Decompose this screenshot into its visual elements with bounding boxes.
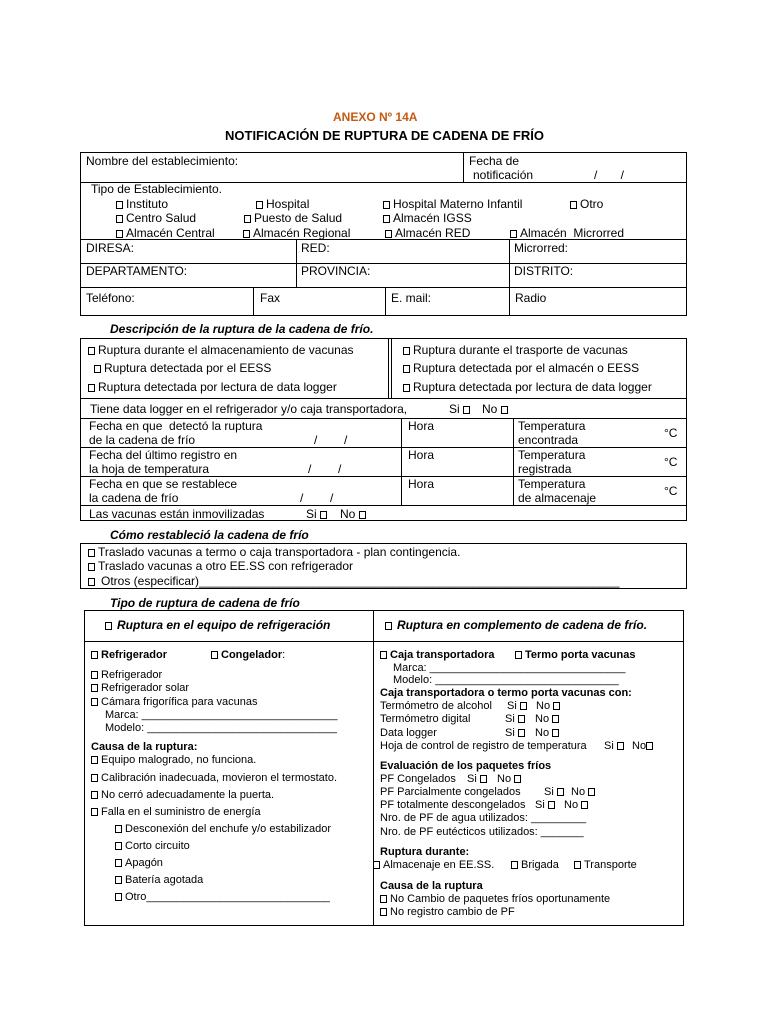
- pf-congelados-si[interactable]: Si: [467, 772, 487, 786]
- pf-descongelados-label: PF totalmente descongelados: [380, 799, 526, 811]
- email-label: E. mail:: [391, 291, 432, 305]
- instr-digital-no[interactable]: No: [535, 712, 559, 726]
- checkbox-icon[interactable]: [383, 201, 390, 209]
- desc-option-eess[interactable]: Ruptura detectada por el EESS: [94, 361, 271, 375]
- instr-alcohol-label: Termómetro de alcohol: [380, 700, 492, 712]
- type-option-hospital[interactable]: Hospital: [256, 197, 309, 211]
- checkbox-icon[interactable]: [515, 651, 522, 659]
- checkbox-icon[interactable]: [88, 347, 95, 355]
- data-logger-no[interactable]: No: [482, 402, 508, 416]
- checkbox-icon[interactable]: [211, 651, 218, 659]
- checkbox-icon[interactable]: [91, 684, 98, 692]
- causa2-no-cambio[interactable]: No Cambio de paquetes fríos oportunamente: [380, 892, 610, 906]
- checkbox-icon[interactable]: [383, 215, 390, 223]
- notification-date-label-1: Fecha de: [469, 154, 520, 168]
- termo-heading[interactable]: Termo porta vacunas: [515, 648, 635, 662]
- type-option-almacen-red[interactable]: Almacén RED: [385, 226, 470, 240]
- row2-temp-1: Temperatura: [518, 448, 586, 462]
- checkbox-icon[interactable]: [581, 801, 588, 809]
- row1-label-1: Fecha en que detectó la ruptura: [89, 419, 263, 433]
- checkbox-icon[interactable]: [403, 347, 410, 355]
- refrigerador-heading[interactable]: Refrigerador: [91, 648, 167, 662]
- type-option-otro[interactable]: Otro: [570, 197, 603, 211]
- subcause-otro[interactable]: Otro______________________________: [115, 890, 330, 904]
- desc-option-trasporte[interactable]: Ruptura durante el trasporte de vacunas: [403, 343, 628, 357]
- causa-title: Causa de la ruptura:: [91, 741, 198, 753]
- checkbox-icon[interactable]: [94, 365, 101, 373]
- instr-digital-si[interactable]: Si: [505, 712, 525, 726]
- checkbox-icon[interactable]: [552, 715, 559, 723]
- cause-energia[interactable]: Falla en el suministro de energía: [91, 805, 261, 819]
- row1-hora: Hora: [408, 419, 435, 433]
- left-modelo-field[interactable]: Modelo: _______________________________: [105, 722, 337, 734]
- durante-transporte[interactable]: Transporte: [574, 858, 637, 872]
- equip-refrigerador[interactable]: Refrigerador: [91, 668, 162, 682]
- pf-parcial-label: PF Parcialmente congelados: [380, 786, 521, 798]
- checkbox-icon[interactable]: [574, 861, 581, 869]
- row2-label-1: Fecha del último registro en: [89, 448, 238, 462]
- equip-refrigerador-solar[interactable]: Refrigerador solar: [91, 681, 189, 695]
- row1-unit: °C: [664, 426, 678, 440]
- type-option-almacen-regional[interactable]: Almacén Regional: [243, 226, 350, 240]
- subcause-desconexion[interactable]: Desconexión del enchufe y/o estabilizador: [115, 822, 331, 836]
- checkbox-icon[interactable]: [385, 230, 392, 238]
- checkbox-icon[interactable]: [552, 729, 559, 737]
- checkbox-icon[interactable]: [88, 578, 95, 586]
- nro-agua-field[interactable]: Nro. de PF de agua utilizados: _________: [380, 812, 587, 824]
- checkbox-icon[interactable]: [115, 893, 122, 901]
- row2-unit: °C: [664, 455, 678, 469]
- causa2-no-registro[interactable]: No registro cambio de PF: [380, 905, 515, 919]
- checkbox-icon[interactable]: [380, 908, 387, 916]
- row3-date-slashes: / /: [300, 491, 334, 505]
- cause-puerta[interactable]: No cerró adecuadamente la puerta.: [91, 788, 274, 802]
- checkbox-icon[interactable]: [116, 230, 123, 238]
- checkbox-icon[interactable]: [91, 671, 98, 679]
- checkbox-icon[interactable]: [518, 729, 525, 737]
- description-heading: Descripción de la ruptura de la cadena de frío.: [110, 322, 374, 336]
- pf-descongelados-no[interactable]: No: [564, 798, 588, 812]
- equip-camara[interactable]: Cámara frigorífica para vacunas: [91, 695, 258, 709]
- checkbox-icon[interactable]: [320, 511, 327, 519]
- row2-label-2: la hoja de temperatura: [89, 462, 210, 476]
- checkbox-icon[interactable]: [115, 842, 122, 850]
- checkbox-icon[interactable]: [256, 201, 263, 209]
- checkbox-icon[interactable]: [115, 876, 122, 884]
- type-option-hospital-materno[interactable]: Hospital Materno Infantil: [383, 197, 522, 211]
- restore-heading: Cómo restableció la cadena de frío: [110, 528, 309, 542]
- checkbox-icon[interactable]: [380, 651, 387, 659]
- notification-date-label-2: notificación: [473, 168, 534, 182]
- type-option-almacen-microrred[interactable]: Almacén Microrred: [510, 226, 624, 240]
- notification-date-slashes: / /: [594, 168, 625, 182]
- checkbox-icon[interactable]: [115, 825, 122, 833]
- checkbox-icon[interactable]: [385, 622, 392, 630]
- pf-parcial-si[interactable]: Si: [544, 785, 564, 799]
- right-modelo-field[interactable]: Modelo: ______________________________: [393, 674, 619, 686]
- checkbox-icon[interactable]: [88, 384, 95, 392]
- checkbox-icon[interactable]: [91, 698, 98, 706]
- checkbox-icon[interactable]: [548, 801, 555, 809]
- checkbox-icon[interactable]: [115, 859, 122, 867]
- row2-date-slashes: / /: [308, 462, 342, 476]
- checkbox-icon[interactable]: [518, 715, 525, 723]
- caja-con-title: Caja transportadora o termo porta vacunas con:: [380, 687, 632, 699]
- row2-temp-2: registrada: [518, 462, 572, 476]
- left-marca-field[interactable]: Marca: ________________________________: [105, 709, 338, 721]
- hoja-control-label: Hoja de control de registro de temperatura: [380, 740, 587, 752]
- establishment-name-label: Nombre del establecimiento:: [86, 154, 239, 168]
- checkbox-icon[interactable]: [511, 861, 518, 869]
- annex-number: ANEXO Nº 14A: [333, 110, 418, 124]
- causa2-title: Causa de la ruptura: [380, 880, 483, 892]
- durante-brigada[interactable]: Brigada: [511, 858, 559, 872]
- row3-hora: Hora: [408, 477, 435, 491]
- checkbox-icon[interactable]: [91, 756, 98, 764]
- checkbox-icon[interactable]: [480, 775, 487, 783]
- checkbox-icon[interactable]: [514, 775, 521, 783]
- instr-logger-si[interactable]: Si: [505, 726, 525, 740]
- telefono-label: Teléfono:: [86, 291, 135, 305]
- checkbox-icon[interactable]: [373, 861, 380, 869]
- establishment-type-label: Tipo de Establecimiento.: [91, 182, 222, 196]
- distrito-label: DISTRITO:: [514, 264, 574, 278]
- checkbox-icon[interactable]: [403, 365, 410, 373]
- data-logger-si[interactable]: Si: [449, 402, 470, 416]
- red-label: RED:: [301, 241, 330, 255]
- row1-label-2: de la cadena de frío: [89, 433, 196, 447]
- checkbox-icon[interactable]: [380, 895, 387, 903]
- type-option-centro-salud[interactable]: Centro Salud: [116, 211, 196, 225]
- pf-parcial-no[interactable]: No: [571, 785, 595, 799]
- hoja-control-no[interactable]: No: [632, 739, 653, 753]
- checkbox-icon[interactable]: [359, 511, 366, 519]
- congelador-heading[interactable]: Congelador:: [211, 648, 285, 662]
- checkbox-icon[interactable]: [91, 651, 98, 659]
- row3-temp-1: Temperatura: [518, 477, 586, 491]
- inmovilizadas-label: Las vacunas están inmovilizadas: [89, 507, 265, 521]
- microrred-label: Microrred:: [514, 241, 569, 255]
- left-title: Ruptura en el equipo de refrigeración: [105, 618, 330, 632]
- row3-label-1: Fecha en que se restablece: [89, 477, 238, 491]
- checkbox-icon[interactable]: [243, 230, 250, 238]
- inmovilizadas-no[interactable]: No: [340, 507, 366, 521]
- instr-alcohol-si[interactable]: Si: [507, 699, 527, 713]
- checkbox-icon[interactable]: [463, 406, 470, 414]
- checkbox-icon[interactable]: [91, 774, 98, 782]
- subcause-bateria[interactable]: Batería agotada: [115, 873, 203, 887]
- desc-option-logger-left[interactable]: Ruptura detectada por lectura de data logger: [88, 380, 337, 394]
- hoja-control-si[interactable]: Si: [604, 739, 624, 753]
- checkbox-icon[interactable]: [570, 201, 577, 209]
- restore-option-otros[interactable]: Otros (especificar)_______________________________________________________________: [88, 574, 619, 588]
- durante-title: Ruptura durante:: [380, 846, 470, 858]
- durante-almacenaje[interactable]: Almacenaje en EE.SS.: [373, 858, 494, 872]
- row3-label-2: la cadena de frío: [89, 491, 179, 505]
- checkbox-icon[interactable]: [588, 788, 595, 796]
- subcause-apagon[interactable]: Apagón: [115, 856, 163, 870]
- type-option-puesto-salud[interactable]: Puesto de Salud: [244, 211, 342, 225]
- diresa-label: DIRESA:: [86, 241, 135, 255]
- checkbox-icon[interactable]: [88, 563, 95, 571]
- checkbox-icon[interactable]: [557, 788, 564, 796]
- checkbox-icon[interactable]: [105, 622, 112, 630]
- type-heading: Tipo de ruptura de cadena de frío: [110, 596, 300, 610]
- checkbox-icon[interactable]: [88, 549, 95, 557]
- row1-temp-2: encontrada: [518, 433, 579, 447]
- instr-logger-no[interactable]: No: [535, 726, 559, 740]
- row1-temp-1: Temperatura: [518, 419, 586, 433]
- restore-option-otro-eess[interactable]: Traslado vacunas a otro EE.SS con refrigerador: [88, 559, 353, 573]
- desc-option-almacenamiento[interactable]: Ruptura durante el almacenamiento de vacunas: [88, 343, 354, 357]
- data-logger-question: Tiene data logger en el refrigerador y/o caja transportadora,: [90, 402, 408, 416]
- restore-option-termo[interactable]: Traslado vacunas a termo o caja transportadora - plan contingencia.: [88, 545, 460, 559]
- caja-heading[interactable]: Caja transportadora: [380, 648, 495, 662]
- checkbox-icon[interactable]: [553, 702, 560, 710]
- checkbox-icon[interactable]: [617, 742, 624, 750]
- row2-hora: Hora: [408, 448, 435, 462]
- provincia-label: PROVINCIA:: [301, 264, 371, 278]
- type-option-instituto[interactable]: Instituto: [116, 197, 168, 211]
- row1-date-slashes: / /: [314, 433, 348, 447]
- departamento-label: DEPARTAMENTO:: [86, 264, 188, 278]
- form-title: NOTIFICACIÓN DE RUPTURA DE CADENA DE FRÍO: [225, 128, 544, 143]
- checkbox-icon[interactable]: [116, 215, 123, 223]
- instr-digital-label: Termómetro digital: [380, 713, 471, 725]
- fax-label: Fax: [260, 291, 281, 305]
- nro-eutecticos-field[interactable]: Nro. de PF eutécticos utilizados: _______: [380, 826, 584, 838]
- checkbox-icon[interactable]: [91, 791, 98, 799]
- row3-unit: °C: [664, 484, 678, 498]
- checkbox-icon[interactable]: [244, 215, 251, 223]
- type-option-almacen-igss[interactable]: Almacén IGSS: [383, 211, 472, 225]
- cause-calibracion[interactable]: Calibración inadecuada, movieron el termostato.: [91, 771, 337, 785]
- right-title: Ruptura en complemento de cadena de frío.: [385, 618, 647, 632]
- cause-malogrado[interactable]: Equipo malogrado, no funciona.: [91, 753, 256, 767]
- checkbox-icon[interactable]: [510, 230, 517, 238]
- checkbox-icon[interactable]: [501, 406, 508, 414]
- subcause-corto[interactable]: Corto circuito: [115, 839, 190, 853]
- desc-option-almacen-eess[interactable]: Ruptura detectada por el almacén o EESS: [403, 361, 639, 375]
- instr-alcohol-no[interactable]: No: [536, 699, 560, 713]
- pf-descongelados-si[interactable]: Si: [535, 798, 555, 812]
- radio-label: Radio: [515, 291, 547, 305]
- checkbox-icon[interactable]: [116, 201, 123, 209]
- pf-congelados-no[interactable]: No: [497, 772, 521, 786]
- checkbox-icon[interactable]: [520, 702, 527, 710]
- desc-option-logger-right[interactable]: Ruptura detectada por lectura de data logger: [403, 380, 652, 394]
- right-marca-field[interactable]: Marca: ________________________________: [393, 662, 626, 674]
- row3-temp-2: de almacenaje: [518, 491, 597, 505]
- inmovilizadas-si[interactable]: Si: [306, 507, 327, 521]
- checkbox-icon[interactable]: [91, 808, 98, 816]
- checkbox-icon[interactable]: [403, 384, 410, 392]
- type-option-almacen-central[interactable]: Almacén Central: [116, 226, 215, 240]
- eval-title: Evaluación de los paquetes fríos: [380, 760, 552, 772]
- instr-logger-label: Data logger: [380, 727, 437, 739]
- checkbox-icon[interactable]: [646, 742, 653, 750]
- pf-congelados-label: PF Congelados: [380, 773, 456, 785]
